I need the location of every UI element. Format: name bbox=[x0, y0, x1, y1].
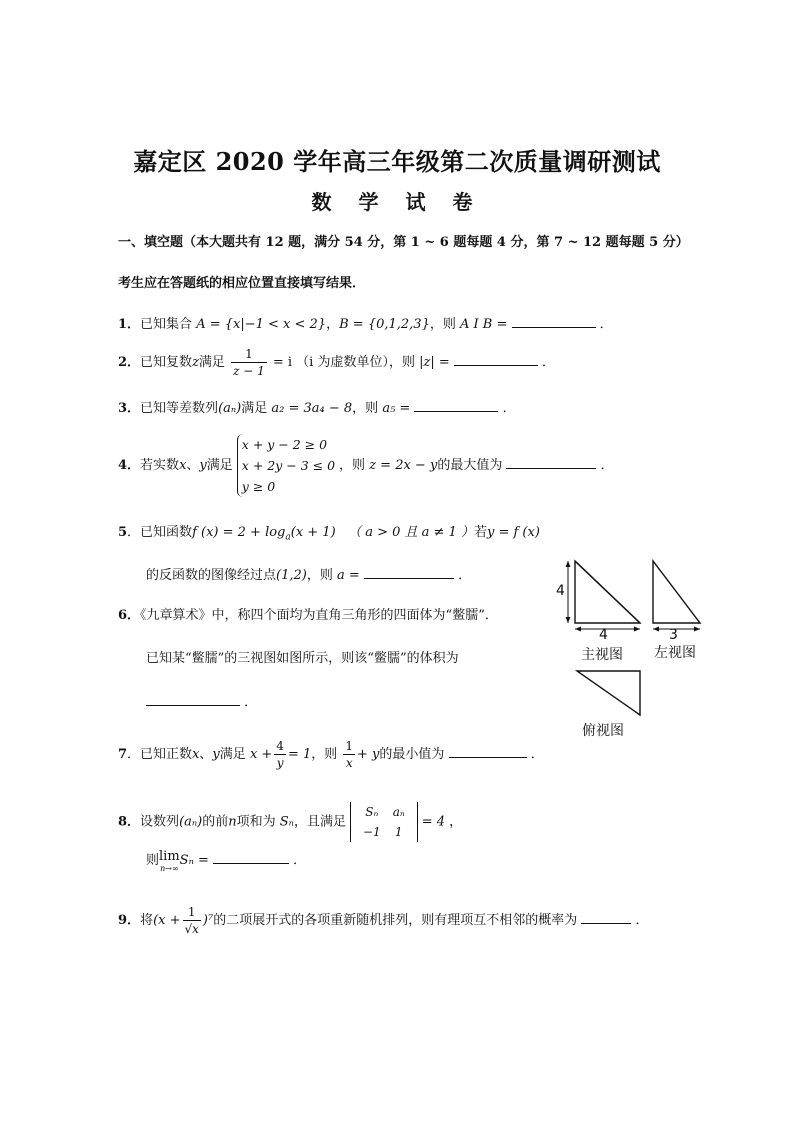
condition: （ a > 0 且 a ≠ 1 ） bbox=[348, 525, 474, 540]
exam-title: 嘉定区 2020 学年高三年级第二次质量调研测试 bbox=[133, 147, 661, 176]
math-equation: a₂ = 3a₄ − 8 bbox=[271, 401, 353, 416]
numerator: 4 bbox=[276, 739, 284, 753]
math-seq: (aₙ) bbox=[179, 814, 203, 830]
question-6-line-2: 已知某“鳖臑”的三视图如图所示，则该“鳖臑”的体积为 bbox=[146, 651, 459, 666]
question-text: 的二项展开式的各项重新随机排列，则有理项互不相邻的概率为 bbox=[213, 913, 578, 928]
denominator: y bbox=[276, 756, 284, 770]
arrow-head bbox=[634, 627, 640, 632]
question-number: 4． bbox=[118, 458, 141, 473]
period: ． bbox=[600, 458, 614, 473]
question-text: 已知等差数列 bbox=[140, 401, 219, 416]
front-view-edge bbox=[575, 561, 640, 623]
arrow-head bbox=[566, 561, 571, 567]
answer-blank[interactable] bbox=[454, 352, 538, 366]
math-point: (1,2) bbox=[276, 568, 307, 583]
fraction bbox=[343, 738, 355, 771]
limit-subscript: n→∞ bbox=[160, 864, 179, 873]
question-text: 满足 bbox=[206, 458, 233, 473]
front-view-label: 主视图 bbox=[581, 647, 623, 663]
question-text: 将 bbox=[140, 913, 154, 928]
math-expression: )⁷ bbox=[202, 913, 214, 928]
question-text: ，则 bbox=[339, 458, 366, 473]
fraction bbox=[183, 904, 201, 937]
question-1 bbox=[118, 314, 613, 334]
inequality: y ≥ 0 bbox=[241, 479, 276, 494]
question-8 bbox=[118, 802, 462, 842]
answer-blank[interactable] bbox=[213, 850, 289, 864]
separator: ， bbox=[449, 814, 463, 830]
answer-blank[interactable] bbox=[581, 910, 631, 924]
question-text: ，且满足 bbox=[293, 814, 346, 830]
question-4 bbox=[118, 434, 614, 497]
question-7 bbox=[118, 738, 544, 771]
question-text: 项和为 bbox=[236, 814, 276, 830]
math-expression: A I B = bbox=[460, 317, 508, 332]
inequality-system bbox=[237, 434, 335, 497]
separator: 、 bbox=[186, 458, 200, 473]
fraction bbox=[231, 346, 267, 379]
answer-blank[interactable] bbox=[364, 565, 454, 579]
period: ． bbox=[530, 747, 544, 762]
period: ． bbox=[542, 355, 556, 370]
question-8-line-2 bbox=[146, 850, 306, 873]
math-function: (x + 1) bbox=[290, 525, 336, 540]
question-number: 9． bbox=[118, 913, 141, 928]
separator: 、 bbox=[199, 747, 213, 762]
question-number: 7 bbox=[118, 747, 128, 762]
math-var: n bbox=[228, 814, 237, 830]
math-expression: = 4 bbox=[421, 814, 446, 830]
section-instruction: 考生应在答题纸的相应位置直接填写结果． bbox=[118, 276, 366, 291]
question-text: 的前 bbox=[202, 814, 229, 830]
numerator: 1 bbox=[231, 346, 267, 363]
arrow-head bbox=[694, 627, 700, 632]
denominator: √x bbox=[184, 922, 199, 936]
matrix-cell: −1 bbox=[362, 825, 381, 839]
math-expression: = 1 bbox=[287, 747, 312, 762]
math-expression: + y bbox=[357, 747, 380, 762]
section-heading: 一、填空题（本大题共有 12 题，满分 54 分，第 1 ~ 6 题每题 4 分，第 7 ~ 12 题每题 5 分） bbox=[118, 235, 689, 250]
denominator: x bbox=[345, 756, 353, 770]
question-text: 则 bbox=[146, 853, 160, 868]
answer-blank[interactable] bbox=[146, 692, 240, 706]
math-var: y bbox=[212, 747, 220, 762]
question-text: 满足 bbox=[241, 401, 268, 416]
math-expression: Sₙ = bbox=[179, 853, 209, 868]
math-var: x bbox=[192, 747, 200, 762]
question-text: 的最小值为 bbox=[379, 747, 445, 762]
side-view-triangle bbox=[653, 561, 700, 623]
height-label: 4 bbox=[556, 583, 565, 599]
question-text: ，则 bbox=[311, 747, 338, 762]
math-var: y bbox=[199, 458, 207, 473]
arrow-head bbox=[575, 627, 581, 632]
limit bbox=[159, 850, 180, 873]
limit-op: lim bbox=[159, 849, 180, 864]
depth-label: 3 bbox=[669, 627, 678, 643]
question-text: 的反函数的图像经过点 bbox=[146, 568, 277, 583]
question-9 bbox=[118, 904, 649, 937]
question-number: 3． bbox=[118, 401, 141, 416]
question-3 bbox=[118, 398, 516, 418]
answer-blank[interactable] bbox=[506, 455, 596, 469]
question-text: ．已知函数 bbox=[127, 525, 193, 540]
math-seq: (aₙ) bbox=[218, 401, 242, 416]
math-expression: a = bbox=[337, 568, 360, 583]
math-var: x bbox=[179, 458, 187, 473]
question-text: ，则 bbox=[306, 568, 333, 583]
math-set-b: B = {0,1,2,3} bbox=[339, 317, 430, 332]
inequality: x + 2y − 3 ≤ 0 bbox=[241, 458, 336, 473]
numerator: 1 bbox=[345, 739, 354, 753]
math-expression: z = 2x − y bbox=[369, 458, 438, 473]
fraction bbox=[274, 738, 286, 771]
answer-blank[interactable] bbox=[449, 744, 527, 758]
math-expression: (x + bbox=[153, 913, 181, 928]
top-view-triangle bbox=[577, 671, 640, 715]
question-5-line-2 bbox=[146, 565, 471, 585]
math-set-a: A = {x|−1 < x < 2} bbox=[196, 317, 327, 332]
period: ． bbox=[244, 695, 258, 710]
math-function: f (x) = 2 + log bbox=[192, 525, 286, 540]
question-text: ．已知正数 bbox=[127, 747, 193, 762]
question-2 bbox=[118, 346, 555, 379]
top-view-label: 俯视图 bbox=[582, 723, 624, 739]
separator: ， bbox=[326, 317, 340, 332]
matrix-cell: Sₙ bbox=[365, 805, 379, 819]
question-text: 《九章算术》中，称四个面均为直角三角形的四面体为“鳖臑”． bbox=[140, 608, 498, 623]
period: ． bbox=[458, 568, 472, 583]
period: ． bbox=[293, 853, 307, 868]
question-text: 已知复数 bbox=[140, 355, 193, 370]
question-text: 满足 bbox=[219, 747, 246, 762]
inequality: x + y − 2 ≥ 0 bbox=[241, 437, 328, 452]
answer-blank[interactable] bbox=[512, 314, 596, 328]
side-view-label: 左视图 bbox=[654, 645, 696, 661]
exam-subtitle: 数 学 试 卷 bbox=[311, 190, 483, 214]
arrow-head bbox=[653, 627, 659, 632]
question-number: 6． bbox=[118, 608, 141, 623]
arrow-head bbox=[566, 617, 571, 623]
math-function: y = f (x) bbox=[486, 525, 540, 540]
math-expression: a₅ = bbox=[382, 401, 411, 416]
question-text: 若实数 bbox=[140, 458, 180, 473]
math-var: z bbox=[192, 355, 199, 370]
denominator: z − 1 bbox=[233, 364, 265, 378]
question-number: 1． bbox=[118, 317, 141, 332]
numerator: 1 bbox=[183, 904, 201, 921]
question-6 bbox=[118, 607, 498, 625]
determinant bbox=[350, 802, 418, 842]
question-number: 2． bbox=[118, 355, 141, 370]
matrix-cell: 1 bbox=[394, 825, 403, 839]
question-text: 满足 bbox=[198, 355, 225, 370]
question-text: ，则 bbox=[429, 317, 456, 332]
width-label: 4 bbox=[599, 627, 608, 643]
period: ． bbox=[502, 401, 516, 416]
question-text: 已知集合 bbox=[140, 317, 193, 332]
period: ． bbox=[635, 913, 649, 928]
answer-blank[interactable] bbox=[414, 398, 498, 412]
question-6-line-3 bbox=[146, 692, 257, 712]
question-text: = i （i 为虚数单位），则 bbox=[272, 355, 415, 370]
math-var: Sₙ bbox=[279, 814, 294, 830]
question-number: 5 bbox=[118, 525, 128, 540]
period: ． bbox=[599, 317, 613, 332]
question-text: ，则 bbox=[352, 401, 379, 416]
math-expression: |z| = bbox=[419, 355, 450, 370]
question-number: 8． bbox=[118, 814, 141, 830]
matrix-cell: aₙ bbox=[392, 805, 405, 819]
log-base: a bbox=[285, 532, 291, 543]
math-expression: x + bbox=[249, 747, 273, 762]
question-5 bbox=[118, 524, 540, 547]
question-text: 若 bbox=[473, 525, 487, 540]
question-text: 设数列 bbox=[140, 814, 180, 830]
question-text: 的最大值为 bbox=[437, 458, 503, 473]
